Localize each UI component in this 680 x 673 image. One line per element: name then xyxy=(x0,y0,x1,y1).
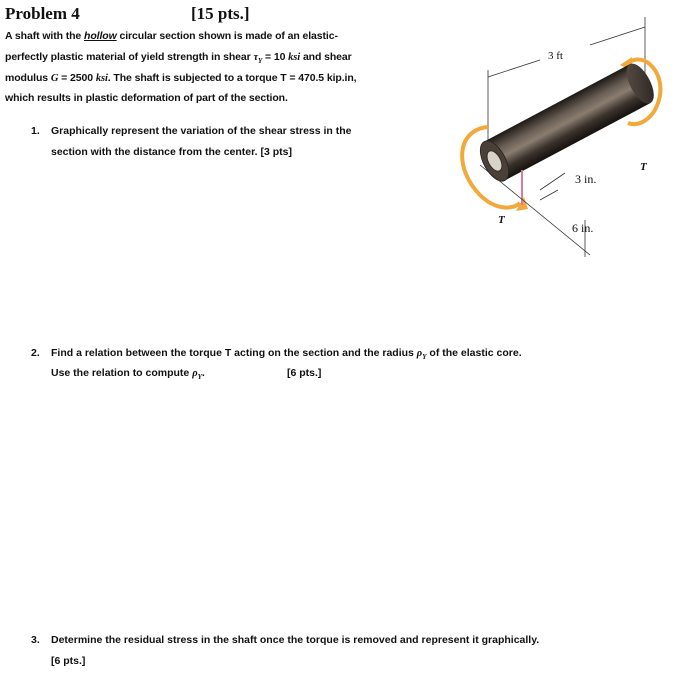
intro-text: circular section shown is made of an elastic- xyxy=(116,30,338,42)
rho-subscript: Y xyxy=(197,373,202,382)
intro-text: perfectly plastic material of yield strength in shear xyxy=(5,51,254,63)
rho-subscript: Y xyxy=(422,353,427,362)
outer-dia-leader xyxy=(480,165,590,255)
q2-text: of the elastic core. xyxy=(426,347,522,359)
inner-dia-leader xyxy=(540,173,565,190)
intro-text: and shear xyxy=(300,51,352,63)
unit-ksi: ksi xyxy=(288,52,301,63)
inner-diameter-label: 3 in. xyxy=(575,172,597,186)
shaft-cylinder xyxy=(484,64,650,180)
torque-label-right: T xyxy=(640,161,647,173)
rho-symbol: ρ xyxy=(192,368,198,379)
q3-line-1: Determine the residual stress in the shaft once the torque is removed and represent it graphically. xyxy=(51,634,540,646)
q2-text: Use the relation to compute xyxy=(51,367,193,379)
unit-ksi: ksi xyxy=(95,73,108,84)
torque-label-left: T xyxy=(498,214,505,226)
q2-line-2 xyxy=(51,367,205,381)
problem-title: Problem 4 xyxy=(5,4,80,23)
q3-number: 3. xyxy=(31,634,40,646)
intro-text: . The shaft is subjected to a torque T = 470.5 kip.in, xyxy=(107,72,357,84)
intro-line-3 xyxy=(5,72,356,84)
dim-line-left xyxy=(488,60,540,77)
intro-text: modulus xyxy=(5,72,51,84)
length-label: 3 ft xyxy=(548,50,563,62)
q1-number: 1. xyxy=(31,125,40,137)
q1-line-1: Graphically represent the variation of the shear stress in the xyxy=(51,125,352,137)
q2-line-1 xyxy=(51,347,522,361)
intro-line-4: which results in plastic deformation of part of the section. xyxy=(5,92,288,104)
intro-line-2 xyxy=(5,51,352,65)
q3-line-2: [6 pts.] xyxy=(51,655,86,667)
outer-diameter-label: 6 in. xyxy=(572,221,594,235)
modulus-symbol: G xyxy=(50,73,59,84)
intro-text: A shaft with the xyxy=(5,30,84,42)
q1-line-2: section with the distance from the center. [3 pts] xyxy=(51,146,292,158)
intro-text: = 2500 xyxy=(58,72,96,84)
q2-text: Find a relation between the torque T acting on the section and the radius xyxy=(51,347,417,359)
problem-points: [15 pts.] xyxy=(191,4,250,23)
q2-number: 2. xyxy=(31,347,40,359)
tau-symbol: τ xyxy=(253,52,258,63)
intro-line-1 xyxy=(5,30,338,42)
dim-line-right xyxy=(590,27,645,45)
q2-points: [6 pts.] xyxy=(287,367,322,379)
shaft-figure xyxy=(440,5,670,260)
q2-text: . xyxy=(201,367,205,379)
hollow-emphasis: hollow xyxy=(84,30,117,42)
inner-dia-leader-2 xyxy=(540,190,558,200)
tau-subscript: Y xyxy=(258,57,263,66)
intro-text: = 10 xyxy=(262,51,289,63)
diameter-dimensions xyxy=(480,165,596,257)
rho-symbol: ρ xyxy=(416,348,423,359)
